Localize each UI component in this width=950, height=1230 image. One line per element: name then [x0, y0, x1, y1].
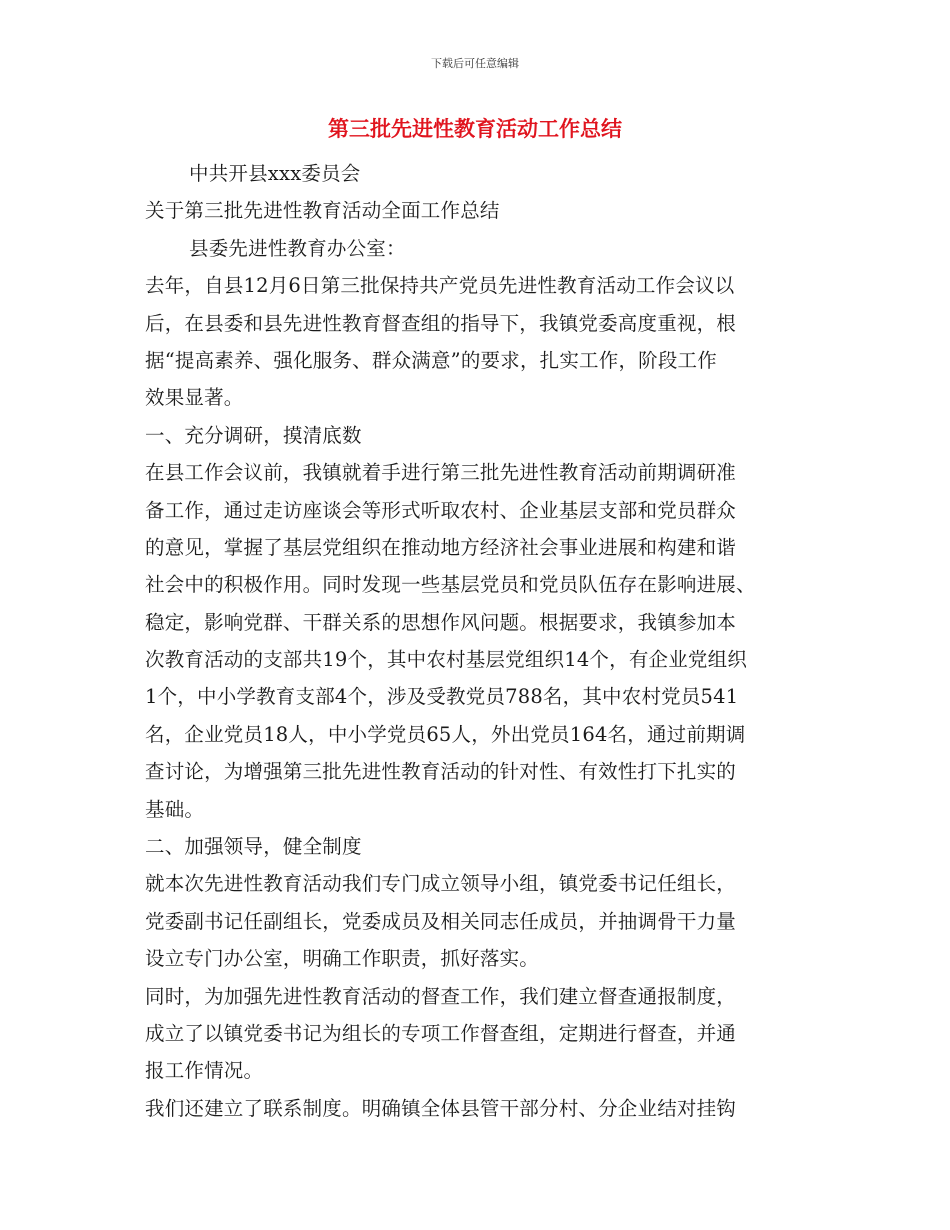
document-body [145, 155, 815, 1127]
text-line: 二、加强领导，健全制度 [145, 835, 362, 859]
text-line: 的意见，掌握了基层党组织在推动地方经济社会事业进展和构建和谐 [145, 535, 737, 559]
text-line: 基础。 [145, 797, 205, 821]
text-line: 备工作，通过走访座谈会等形式听取农村、企业基层支部和党员群众 [145, 498, 737, 522]
text-line: 就本次先进性教育活动我们专门成立领导小组，镇党委书记任组长， [145, 872, 737, 896]
text-line: 去年，自县12月6日第三批保持共产党员先进性教育活动工作会议以 [145, 274, 735, 298]
text-line: 据“提高素养、强化服务、群众满意”的要求，扎实工作，阶段工作 [145, 348, 717, 372]
text-line: 县委先进性教育办公室： [189, 236, 406, 260]
text-line: 后，在县委和县先进性教育督查组的指导下，我镇党委高度重视，根 [145, 311, 737, 335]
text-line: 稳定，影响党群、干群关系的思想作风问题。根据要求，我镇参加本 [145, 610, 737, 634]
text-line: 关于第三批先进性教育活动全面工作总结 [145, 199, 500, 223]
page-header-note: 下载后可任意编辑 [431, 57, 519, 70]
text-line: 1个，中小学教育支部4个，涉及受教党员788名，其中农村党员541 [145, 685, 739, 709]
text-line: 查讨论，为增强第三批先进性教育活动的针对性、有效性打下扎实的 [145, 760, 737, 784]
text-line: 报工作情况。 [145, 1059, 264, 1083]
text-line: 同时，为加强先进性教育活动的督查工作，我们建立督查通报制度， [145, 984, 737, 1008]
text-line: 成立了以镇党委书记为组长的专项工作督查组，定期进行督查，并通 [145, 1021, 737, 1045]
text-line: 中共开县xxx委员会 [189, 162, 361, 185]
text-line: 社会中的积极作用。同时发现一些基层党员和党员队伍存在影响进展、 [145, 573, 756, 597]
text-line: 党委副书记任副组长，党委成员及相关同志任成员，并抽调骨干力量 [145, 909, 737, 933]
text-line: 我们还建立了联系制度。明确镇全体县管干部分村、分企业结对挂钩 [145, 1096, 737, 1120]
text-line: 设立专门办公室，明确工作职责，抓好落实。 [145, 947, 540, 971]
text-line: 名，企业党员18人，中小学党员65人，外出党员164名，通过前期调 [145, 722, 746, 746]
text-line: 在县工作会议前，我镇就着手进行第三批先进性教育活动前期调研准 [145, 461, 737, 485]
document-title: 第三批先进性教育活动工作总结 [328, 117, 622, 141]
text-line: 一、充分调研，摸清底数 [145, 423, 362, 447]
text-line: 次教育活动的支部共19个，其中农村基层党组织14个，有企业党组织 [145, 648, 748, 672]
text-line: 效果显著。 [145, 386, 244, 410]
